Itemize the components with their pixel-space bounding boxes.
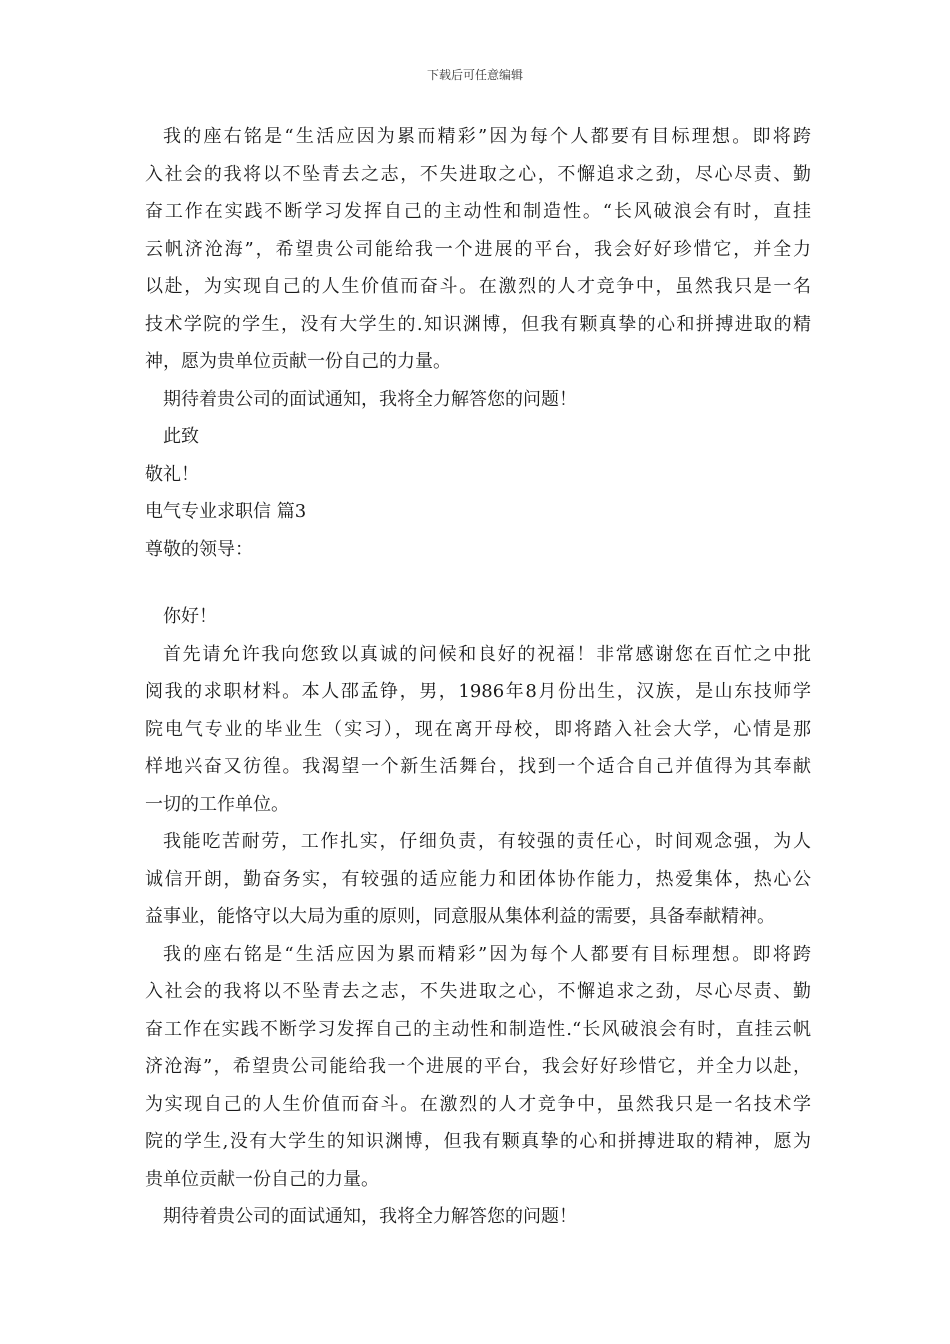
paragraph-line: 为实现自己的人生价值而奋斗。在激烈的人才竞争中，虽然我只是一名技术学 [145,1093,811,1115]
paragraph-line: 神，愿为贵单位贡献一份自己的力量。 [145,351,451,372]
paragraph-line: 期待着贵公司的面试通知，我将全力解答您的问题！ [163,1206,577,1227]
paragraph-line: 益事业，能恪守以大局为重的原则，同意服从集体利益的需要，具备奉献精神。 [145,906,775,927]
paragraph-line: 我的座右铭是“生活应因为累而精彩”因为每个人都要有目标理想。即将跨 [163,943,811,965]
salutation: 尊敬的领导： [145,538,253,560]
paragraph-line: 诚信开朗，勤奋务实，有较强的适应能力和团体协作能力，热爱集体，热心公 [145,868,811,890]
paragraph-line: 院的学生,没有大学生的知识渊博，但我有颗真挚的心和拼搏进取的精神，愿为 [145,1131,811,1152]
paragraph-line: 技术学院的学生，没有大学生的.知识渊博，但我有颗真挚的心和拼搏进取的精 [145,313,811,335]
paragraph-line: 我的座右铭是“生活应因为累而精彩”因为每个人都要有目标理想。即将跨 [163,126,811,147]
paragraph-line: 样地兴奋又彷徨。我渴望一个新生活舞台，找到一个适合自己并值得为其奉献 [145,756,811,777]
paragraph-line: 云帆济沧海”，希望贵公司能给我一个进展的平台，我会好好珍惜它，并全力 [145,238,811,260]
paragraph-line: 期待着贵公司的面试通知，我将全力解答您的问题！ [163,388,577,410]
paragraph-line: 阅我的求职材料。本人邵孟铮，男，1986年8月份出生，汉族，是山东技师学 [145,681,811,702]
greeting: 你好！ [163,606,217,627]
paragraph-line: 济沧海”，希望贵公司能给我一个进展的平台，我会好好珍惜它，并全力以赴， [145,1056,811,1077]
paragraph-line: 入社会的我将以不坠青去之志，不失进取之心，不懈追求之劲，尽心尽责、勤 [145,981,811,1002]
paragraph-line: 以赴，为实现自己的人生价值而奋斗。在激烈的人才竞争中，虽然我只是一名 [145,276,811,297]
section-title: 电气专业求职信 篇3 [145,501,307,522]
paragraph-line: 奋工作在实践不断学习发挥自己的主动性和制造性。“长风破浪会有时，直挂 [145,201,811,222]
page-header: 下载后可任意编辑 [426,68,523,82]
paragraph-line: 奋工作在实践不断学习发挥自己的主动性和制造性.“长风破浪会有时，直挂云帆 [145,1018,811,1040]
paragraph-line: 一切的工作单位。 [145,793,289,815]
paragraph-line: 首先请允许我向您致以真诚的问候和良好的祝福！非常感谢您在百忙之中批 [163,643,811,665]
paragraph-line: 院电气专业的毕业生（实习），现在离开母校，即将踏入社会大学，心情是那 [145,718,811,740]
document-body [145,118,811,1236]
closing-line: 此致 [163,426,199,447]
paragraph-line: 入社会的我将以不坠青去之志，不失进取之心，不懈追求之劲，尽心尽责、勤 [145,163,811,185]
paragraph-line: 贵单位贡献一份自己的力量。 [145,1168,379,1190]
closing-line: 敬礼！ [145,463,199,485]
blank-gap [145,568,811,598]
paragraph-line: 我能吃苦耐劳，工作扎实，仔细负责，有较强的责任心，时间观念强，为人 [163,831,811,852]
